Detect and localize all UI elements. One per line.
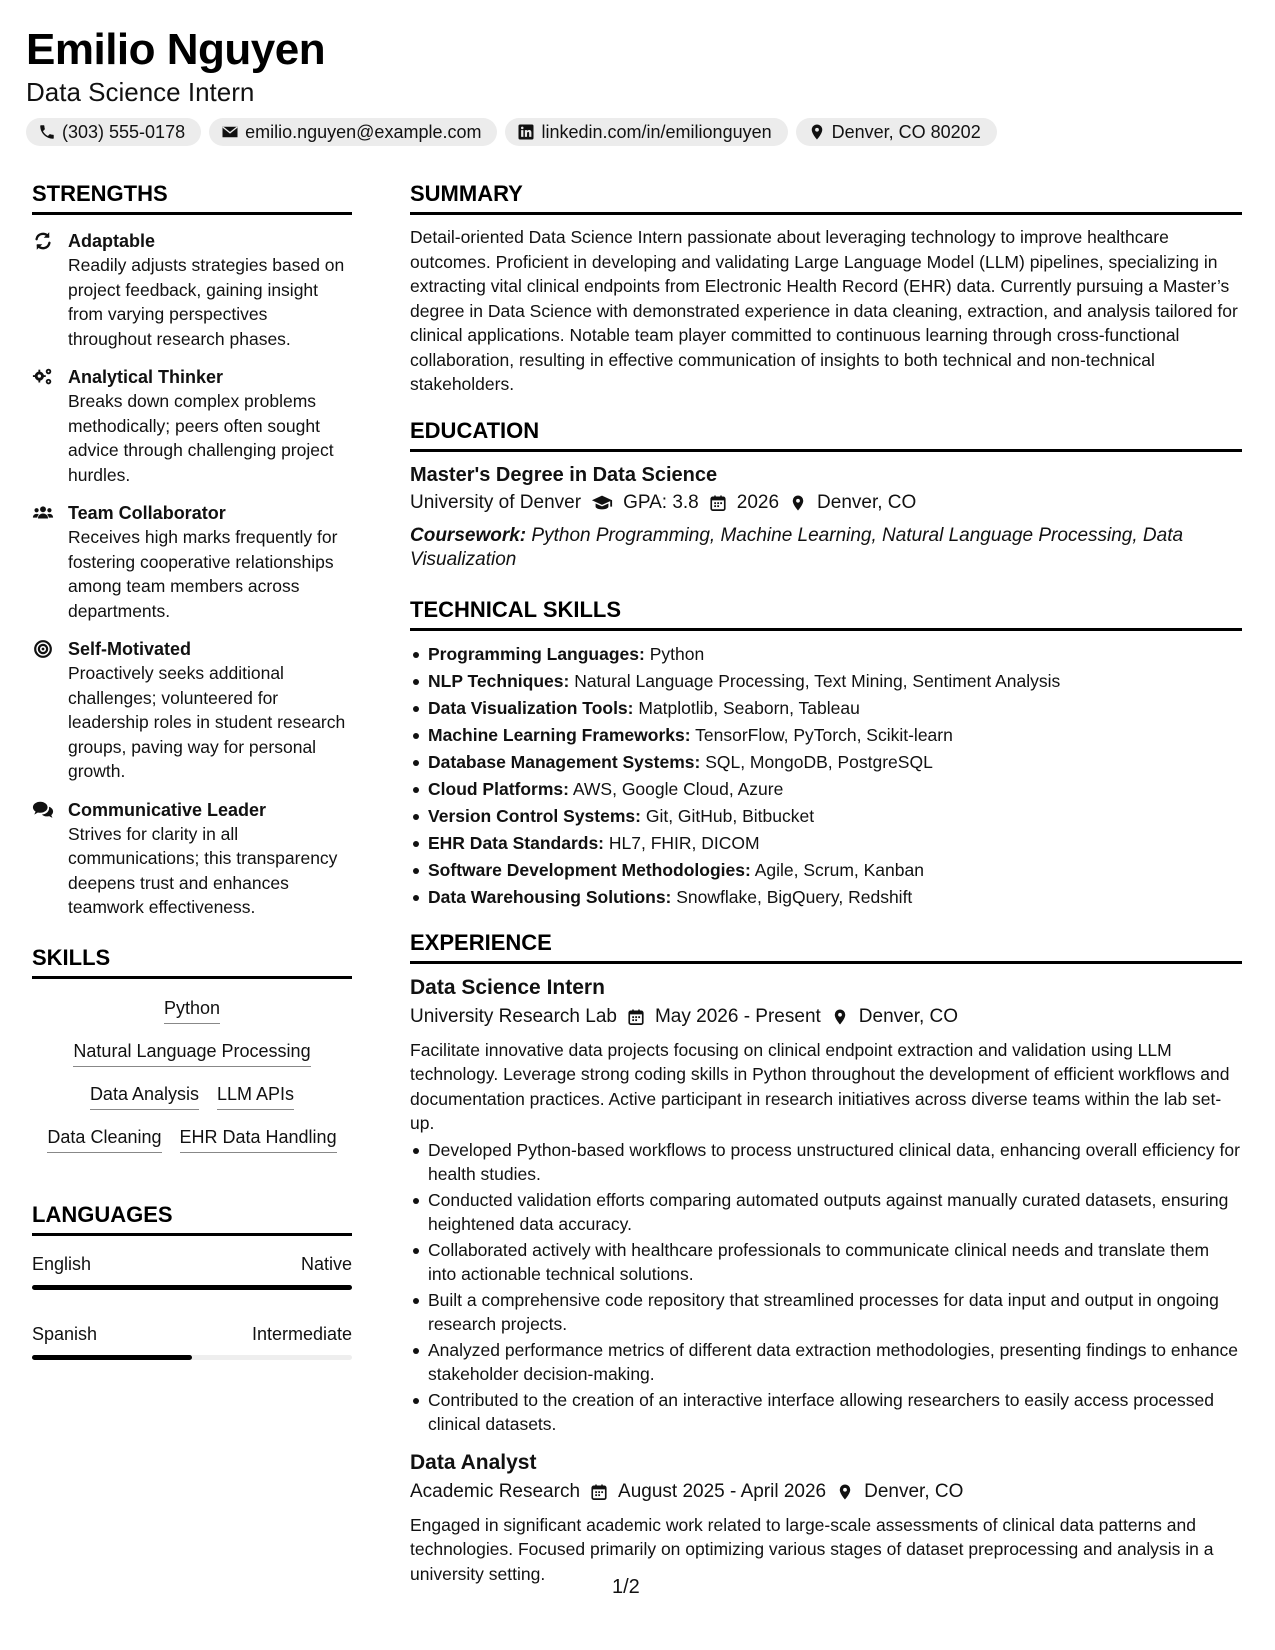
skill-tag: Natural Language Processing xyxy=(73,1038,310,1067)
calendar-icon xyxy=(590,1483,608,1501)
coursework-list: Python Programming, Machine Learning, Natural Language Processing, Data Visualization xyxy=(410,524,1184,570)
education-title: EDUCATION xyxy=(410,417,1242,452)
tech-label: Database Management Systems: xyxy=(428,751,701,772)
school-name: University of Denver xyxy=(410,491,582,513)
tech-label: NLP Techniques: xyxy=(428,670,570,691)
job-org: University Research Lab xyxy=(410,1005,617,1027)
language-level: Native xyxy=(300,1253,352,1274)
location-icon xyxy=(836,1483,854,1501)
job-meta xyxy=(410,1477,1242,1507)
contact-bar xyxy=(26,118,1250,146)
contact-phone[interactable] xyxy=(26,118,201,146)
list-item xyxy=(410,884,1242,911)
strength-desc: Proactively seeks additional challenges; volunteered for leadership roles in student research groups, paving way for personal growth. xyxy=(68,663,346,781)
tech-value: SQL, MongoDB, PostgreSQL xyxy=(700,751,933,772)
skills-title: SKILLS xyxy=(32,944,352,979)
comments-icon xyxy=(32,799,54,821)
tech-label: Data Warehousing Solutions: xyxy=(428,886,672,907)
candidate-name: Emilio Nguyen xyxy=(26,25,326,74)
strength-item xyxy=(32,365,352,487)
job-location: Denver, CO xyxy=(858,1005,959,1027)
graduation-cap-icon xyxy=(591,492,613,514)
technical-skills-title: TECHNICAL SKILLS xyxy=(410,596,1242,631)
contact-location-text: Denver, CO 80202 xyxy=(831,121,981,142)
skills-list xyxy=(32,995,352,1153)
job-dates: May 2026 - Present xyxy=(654,1005,821,1027)
strength-item xyxy=(32,501,352,623)
calendar-icon xyxy=(627,1008,645,1026)
list-item: Analyzed performance metrics of different data extraction methodologies, presenting findings to enhance stakeholder decision-making. xyxy=(410,1338,1242,1387)
languages-section xyxy=(32,1201,352,1360)
strength-desc: Breaks down complex problems methodically; peers often sought advice through challenging project hurdles. xyxy=(68,391,334,485)
list-item xyxy=(410,749,1242,776)
experience-title: EXPERIENCE xyxy=(410,929,1242,964)
language-level: Intermediate xyxy=(251,1323,352,1344)
tech-label: Data Visualization Tools: xyxy=(428,697,634,718)
tech-value: Snowflake, BigQuery, Redshift xyxy=(671,886,913,907)
summary-title: SUMMARY xyxy=(410,180,1242,215)
skills-section xyxy=(32,944,352,1153)
users-icon xyxy=(32,502,54,524)
skill-tag: Python xyxy=(164,995,220,1024)
gears-icon xyxy=(32,366,54,388)
language-bar-fill xyxy=(32,1285,352,1290)
degree-title: Master's Degree in Data Science xyxy=(410,463,718,486)
summary-text: Detail-oriented Data Science Intern passionate about leveraging technology to improve healthcare outcomes. Proficient in developing and validating Large Language Model (LLM) pipelines, specializing in extracting vital clinical endpoints from Electronic Health Record (EHR) data. Currently pursuing a Master’s degree in Data Science with demonstrated experience in data cleaning, extraction, and analysis tailored for clinical applications. Notable team player committed to continuous learning through cross-functional collaboration, resulting in effective communication of insights to both technical and non-technical stakeholders. xyxy=(410,227,1238,394)
target-icon xyxy=(32,638,54,660)
tech-label: Version Control Systems: xyxy=(428,805,641,826)
skill-tag: Data Analysis xyxy=(90,1081,199,1110)
job-dates: August 2025 - April 2026 xyxy=(618,1480,827,1502)
strength-title: Team Collaborator xyxy=(68,503,226,523)
technical-skills-section xyxy=(410,596,1242,911)
strength-desc: Receives high marks frequently for fostering cooperative relationships among team members across departments. xyxy=(68,527,338,621)
job-bullets xyxy=(410,1138,1242,1437)
tech-value: TensorFlow, PyTorch, Scikit-learn xyxy=(690,724,953,745)
skill-tag: EHR Data Handling xyxy=(180,1124,337,1153)
language-item xyxy=(32,1324,352,1345)
list-item xyxy=(410,722,1242,749)
list-item xyxy=(410,830,1242,857)
list-item xyxy=(410,695,1242,722)
right-column xyxy=(410,180,1242,1586)
experience-section xyxy=(410,929,1242,1587)
list-item: Developed Python-based workflows to process unstructured clinical data, enhancing overall efficiency for health studies. xyxy=(410,1138,1242,1187)
strength-desc: Readily adjusts strategies based on project feedback, gaining insight from varying perspectives throughout research phases. xyxy=(68,255,345,349)
education-meta xyxy=(410,488,1242,518)
language-bar xyxy=(32,1355,352,1360)
skill-tag: LLM APIs xyxy=(217,1081,294,1110)
list-item xyxy=(410,857,1242,884)
location-icon xyxy=(808,123,826,141)
tech-label: Cloud Platforms: xyxy=(428,778,569,799)
job-org: Academic Research xyxy=(410,1480,581,1502)
tech-value: AWS, Google Cloud, Azure xyxy=(568,778,784,799)
tech-value: Python xyxy=(644,643,705,664)
strength-item xyxy=(32,637,352,784)
job-meta xyxy=(410,1002,1242,1032)
strength-title: Adaptable xyxy=(68,231,156,251)
language-name: Spanish xyxy=(32,1323,98,1344)
job-location: Denver, CO xyxy=(864,1480,964,1502)
tech-value: HL7, FHIR, DICOM xyxy=(604,832,760,853)
coursework xyxy=(410,524,1242,572)
tech-label: EHR Data Standards: xyxy=(428,832,605,853)
job-title: Data Science Intern xyxy=(410,975,605,999)
candidate-role: Data Science Intern xyxy=(26,77,255,107)
skill-tag: Data Cleaning xyxy=(47,1124,161,1153)
language-bar xyxy=(32,1285,352,1290)
graduation-year: 2026 xyxy=(736,491,780,513)
tech-value: Agile, Scrum, Kanban xyxy=(750,859,924,880)
strength-item xyxy=(32,229,352,351)
strength-item xyxy=(32,798,352,920)
sync-icon xyxy=(32,230,54,252)
page-number: 1/2 xyxy=(612,1576,640,1598)
contact-linkedin-text: linkedin.com/in/emilionguyen xyxy=(541,121,772,142)
education-section xyxy=(410,417,1242,572)
contact-email[interactable] xyxy=(209,118,497,146)
language-name: English xyxy=(32,1253,92,1274)
list-item: Collaborated actively with healthcare professionals to communicate clinical needs and translate them into actionable technical solutions. xyxy=(410,1238,1242,1287)
strength-desc: Strives for clarity in all communications; this transparency deepens trust and enhances teamwork effectiveness. xyxy=(68,823,338,917)
contact-email-text: emilio.nguyen@example.com xyxy=(245,121,482,142)
contact-phone-text: (303) 555-0178 xyxy=(62,121,186,142)
job-title: Data Analyst xyxy=(410,1450,537,1474)
language-bar-fill xyxy=(32,1355,192,1360)
list-item: Contributed to the creation of an interactive interface allowing researchers to easily access processed clinical datasets. xyxy=(410,1388,1242,1437)
job-description: Facilitate innovative data projects focusing on clinical endpoint extraction and validation using LLM technology. Leverage strong coding skills in Python throughout the development of efficient workflows and documentation practices. Active participant in research initiatives across diverse teams within the lab set-up. xyxy=(410,1039,1230,1133)
tech-value: Matplotlib, Seaborn, Tableau xyxy=(633,697,860,718)
resume-header xyxy=(26,24,1250,146)
list-item xyxy=(410,776,1242,803)
strength-title: Analytical Thinker xyxy=(68,367,224,387)
location-icon xyxy=(831,1008,849,1026)
email-icon xyxy=(221,123,239,141)
list-item xyxy=(410,803,1242,830)
location-icon xyxy=(789,494,807,512)
languages-title: LANGUAGES xyxy=(32,1201,352,1236)
tech-label: Software Development Methodologies: xyxy=(428,859,751,880)
tech-label: Machine Learning Frameworks: xyxy=(428,724,691,745)
tech-value: Git, GitHub, Bitbucket xyxy=(640,805,815,826)
tech-value: Natural Language Processing, Text Mining, Sentiment Analysis xyxy=(569,670,1061,691)
education-location: Denver, CO xyxy=(817,491,917,513)
strengths-title: STRENGTHS xyxy=(32,180,352,215)
linkedin-icon xyxy=(517,123,535,141)
tech-label: Programming Languages: xyxy=(428,643,645,664)
strength-title: Self-Motivated xyxy=(68,639,192,659)
language-item xyxy=(32,1254,352,1275)
calendar-icon xyxy=(709,494,727,512)
coursework-label: Coursework: xyxy=(410,524,527,546)
contact-location xyxy=(796,118,997,146)
job-description: Engaged in significant academic work related to large-scale assessments of clinical data patterns and technologies. Focused primarily on optimizing various stages of dataset preprocessing and analysis in a university setting. xyxy=(410,1514,1214,1584)
list-item xyxy=(410,641,1242,668)
list-item xyxy=(410,668,1242,695)
strength-title: Communicative Leader xyxy=(68,799,267,820)
gpa: GPA: 3.8 xyxy=(623,491,699,513)
phone-icon xyxy=(38,123,56,141)
list-item: Conducted validation efforts comparing automated outputs against manually curated datasets, ensuring heightened data accuracy. xyxy=(410,1188,1242,1237)
technical-skills-list xyxy=(410,641,1242,911)
contact-linkedin[interactable] xyxy=(505,118,787,146)
left-column xyxy=(32,180,352,1360)
list-item: Built a comprehensive code repository that streamlined processes for data input and output in ongoing research projects. xyxy=(410,1288,1242,1337)
